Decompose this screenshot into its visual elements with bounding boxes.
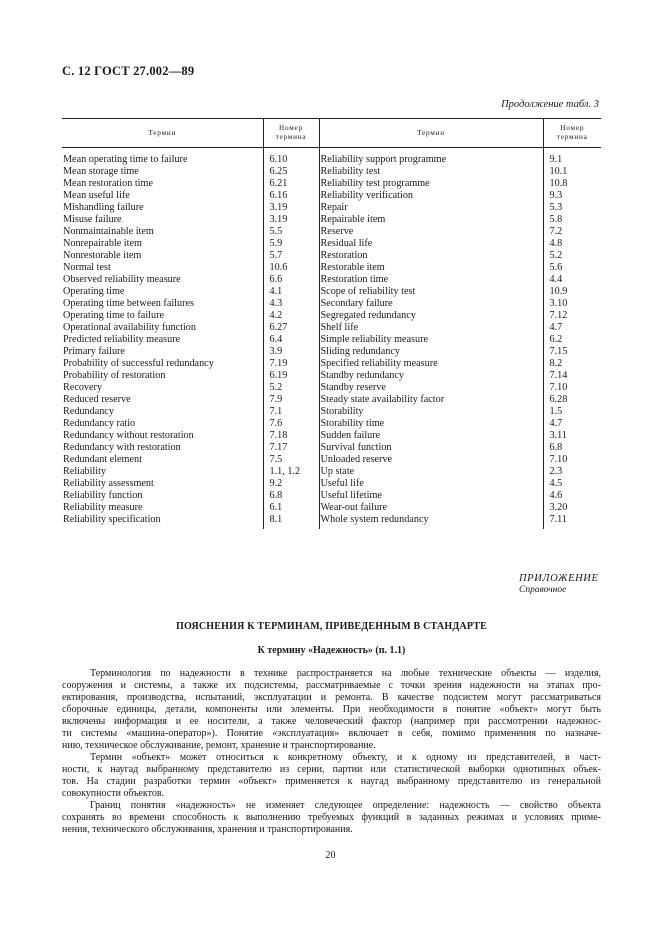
table-row [62, 214, 601, 226]
term-cell: Segregated redundancy [319, 310, 543, 322]
term-cell: Nonmaintainable item [63, 226, 154, 237]
term-cell: Misuse failure [63, 214, 122, 225]
body-text [62, 668, 601, 836]
paragraph-line: ектирования, производства, испытаний, эксплуатации и ремонта. В качестве подсистем могут рассматриваться [62, 692, 601, 703]
table-row [62, 430, 601, 442]
number-cell: 6.28 [543, 394, 601, 406]
table-body [62, 148, 601, 530]
table-row [62, 514, 601, 529]
table-row [62, 238, 601, 250]
number-cell: 7.1 [263, 406, 319, 418]
term-cell: Nonrestorable item [63, 250, 142, 261]
section-subheading: К термину «Надежность» (п. 1.1) [257, 645, 406, 656]
table-row [62, 358, 601, 370]
term-cell: Specified reliability measure [319, 358, 543, 370]
column-number-line1: Номер [560, 124, 585, 132]
number-cell: 4.8 [543, 238, 601, 250]
terms-table [62, 118, 601, 529]
term-cell: Reliability [63, 466, 107, 477]
number-cell: 9.3 [543, 190, 601, 202]
term-cell: Redundancy [63, 406, 114, 417]
term-cell: Repairable item [319, 214, 543, 226]
term-cell: Wear-out failure [319, 502, 543, 514]
number-cell: 6.6 [263, 274, 319, 286]
number-cell: 7.11 [543, 514, 601, 529]
number-cell: 7.14 [543, 370, 601, 382]
term-cell: Operating time between failures [63, 298, 194, 309]
term-cell: Redundancy ratio [63, 418, 136, 429]
number-cell: 1.1, 1.2 [263, 466, 319, 478]
term-cell: Observed reliability measure [63, 274, 181, 285]
table-row [62, 502, 601, 514]
number-cell: 7.9 [263, 394, 319, 406]
number-cell: 7.10 [543, 382, 601, 394]
paragraph-line: Границ понятия «надежность» не изменяет следующее определение: надежность — свойство объекта [90, 800, 601, 811]
term-cell: Whole system redundancy [319, 514, 543, 529]
term-cell: Scope of reliability test [319, 286, 543, 298]
number-cell: 3.11 [543, 430, 601, 442]
number-cell: 5.3 [543, 202, 601, 214]
number-cell: 4.4 [543, 274, 601, 286]
number-cell: 6.2 [543, 334, 601, 346]
number-cell: 3.19 [263, 202, 319, 214]
term-cell: Restorable item [319, 262, 543, 274]
term-cell: Steady state availability factor [319, 394, 543, 406]
table-row [62, 454, 601, 466]
term-cell: Secondary failure [319, 298, 543, 310]
term-cell: Useful life [319, 478, 543, 490]
number-cell: 7.15 [543, 346, 601, 358]
section-heading: ПОЯСНЕНИЯ К ТЕРМИНАМ, ПРИВЕДЕННЫМ В СТАНДАРТЕ [176, 621, 487, 632]
term-cell: Mishandling failure [63, 202, 144, 213]
table-row [62, 148, 601, 167]
term-cell: Reliability function [63, 490, 143, 501]
table-row [62, 490, 601, 502]
table-continuation-label: Продолжение табл. 3 [501, 99, 599, 110]
number-cell: 1.5 [543, 406, 601, 418]
column-number-line2: термина [556, 133, 588, 141]
paragraph-line: сохранять во времени способность к выполнению требуемых функций в заданных режимах и условиях приме- [62, 812, 601, 823]
number-cell: 6.8 [263, 490, 319, 502]
paragraph-line: Термин «объект» может относиться к конкретному объекту, и к одному из представителей, в част- [90, 752, 601, 763]
table-row [62, 202, 601, 214]
table-row [62, 274, 601, 286]
table-row [62, 322, 601, 334]
term-cell: Standby redundancy [319, 370, 543, 382]
column-number-right [543, 119, 601, 148]
term-cell: Reliability test programme [319, 178, 543, 190]
term-cell: Probability of successful redundancy [63, 358, 214, 369]
term-cell: Reduced reserve [63, 394, 131, 405]
paragraph [62, 800, 601, 836]
number-cell: 5.7 [263, 250, 319, 262]
term-cell: Up state [319, 466, 543, 478]
paragraph-line: ти системы «машина-оператор»). Понятие «эксплуатация» включает в себя, помимо применения по назначе- [62, 728, 601, 739]
term-cell: Reliability measure [63, 502, 143, 513]
number-cell: 8.1 [263, 514, 319, 529]
page-number: 20 [325, 850, 336, 861]
number-cell: 5.9 [263, 238, 319, 250]
table-row [62, 442, 601, 454]
term-cell: Operating time [63, 286, 125, 297]
term-cell: Reliability support programme [319, 148, 543, 167]
table-header-row [62, 119, 601, 148]
term-cell: Sudden failure [319, 430, 543, 442]
table-row [62, 394, 601, 406]
column-number-line2: термина [275, 133, 307, 141]
term-cell: Recovery [63, 382, 103, 393]
number-cell: 5.2 [543, 250, 601, 262]
number-cell: 7.19 [263, 358, 319, 370]
table-row [62, 298, 601, 310]
paragraph-line: включены информация и ее носители, а также человеческий фактор (например при рассмотрении надежнос- [62, 716, 601, 727]
number-cell: 2.3 [543, 466, 601, 478]
term-cell: Reserve [319, 226, 543, 238]
paragraph [62, 668, 601, 752]
number-cell: 5.5 [263, 226, 319, 238]
number-cell: 9.1 [543, 148, 601, 167]
term-cell: Normal test [63, 262, 111, 273]
number-cell: 6.10 [263, 148, 319, 167]
number-cell: 7.2 [543, 226, 601, 238]
table-row [62, 178, 601, 190]
number-cell: 9.2 [263, 478, 319, 490]
term-cell: Storability [319, 406, 543, 418]
paragraph-line: сооружения и системы, а также их подсистемы, рассматриваемые с точки зрения надежности на этапах про- [62, 680, 601, 691]
appendix-subtitle: Справочное [519, 585, 567, 595]
term-cell: Restoration [319, 250, 543, 262]
term-cell: Redundancy with restoration [63, 442, 181, 453]
term-cell: Redundancy without restoration [63, 430, 194, 441]
number-cell: 3.10 [543, 298, 601, 310]
term-cell: Simple reliability measure [319, 334, 543, 346]
number-cell: 3.20 [543, 502, 601, 514]
paragraph-line: Терминология по надежности в технике распространяется на любые технические объекты — изделия, [90, 668, 601, 679]
number-cell: 4.3 [263, 298, 319, 310]
column-number-left [263, 119, 319, 148]
term-cell: Operating time to failure [63, 310, 164, 321]
table-row [62, 334, 601, 346]
table-row [62, 286, 601, 298]
number-cell: 10.1 [543, 166, 601, 178]
number-cell: 7.6 [263, 418, 319, 430]
paragraph-line: ности, к наугад выбранному представителю из серии, партии или статистической выборки однотипных объек- [62, 764, 601, 775]
term-cell: Mean operating time to failure [63, 154, 188, 165]
number-cell: 3.19 [263, 214, 319, 226]
table-row [62, 226, 601, 238]
column-number-line1: Номер [279, 124, 303, 132]
number-cell: 10.8 [543, 178, 601, 190]
number-cell: 6.8 [543, 442, 601, 454]
term-cell: Mean storage time [63, 166, 139, 177]
column-term-left: Термин [62, 119, 263, 148]
term-cell: Unloaded reserve [319, 454, 543, 466]
table-row [62, 370, 601, 382]
paragraph-line: тов. На стадии разработки термин «объект» применяется к наугад выбранному представителю из генеральной [62, 776, 601, 787]
term-cell: Reliability verification [319, 190, 543, 202]
number-cell: 6.19 [263, 370, 319, 382]
term-cell: Redundant element [63, 454, 142, 465]
term-cell: Reliability assessment [63, 478, 154, 489]
number-cell: 3.9 [263, 346, 319, 358]
appendix-label [519, 573, 599, 595]
number-cell: 7.17 [263, 442, 319, 454]
number-cell: 4.1 [263, 286, 319, 298]
term-cell: Repair [319, 202, 543, 214]
term-cell: Sliding redundancy [319, 346, 543, 358]
term-cell: Operational availability function [63, 322, 196, 333]
number-cell: 10.6 [263, 262, 319, 274]
term-cell: Residual life [319, 238, 543, 250]
number-cell: 7.5 [263, 454, 319, 466]
number-cell: 6.4 [263, 334, 319, 346]
number-cell: 6.27 [263, 322, 319, 334]
term-cell: Standby reserve [319, 382, 543, 394]
term-cell: Mean useful life [63, 190, 130, 201]
term-cell: Predicted reliability measure [63, 334, 181, 345]
page-header: С. 12 ГОСТ 27.002—89 [62, 64, 195, 78]
table-row [62, 478, 601, 490]
number-cell: 4.6 [543, 490, 601, 502]
appendix-title: ПРИЛОЖЕНИЕ [519, 573, 599, 584]
term-cell: Storability time [319, 418, 543, 430]
table-row [62, 250, 601, 262]
number-cell: 6.16 [263, 190, 319, 202]
number-cell: 8.2 [543, 358, 601, 370]
term-cell: Useful lifetime [319, 490, 543, 502]
table-row [62, 418, 601, 430]
paragraph-line: сборочные единицы, детали, компоненты или элементы. При необходимости в понятие «объект» могут быть [62, 704, 601, 715]
term-cell: Reliability test [319, 166, 543, 178]
table-row [62, 406, 601, 418]
term-cell: Shelf life [319, 322, 543, 334]
number-cell: 4.5 [543, 478, 601, 490]
number-cell: 5.8 [543, 214, 601, 226]
number-cell: 10.9 [543, 286, 601, 298]
term-cell: Mean restoration time [63, 178, 153, 189]
table-row [62, 310, 601, 322]
number-cell: 6.25 [263, 166, 319, 178]
number-cell: 5.2 [263, 382, 319, 394]
term-cell: Reliability specification [63, 514, 161, 525]
number-cell: 4.7 [543, 322, 601, 334]
term-cell: Nonrepairable item [63, 238, 142, 249]
table-row [62, 166, 601, 178]
paragraph-line: совокупности объектов. [62, 788, 165, 799]
table-row [62, 466, 601, 478]
term-cell: Survival function [319, 442, 543, 454]
term-cell: Restoration time [319, 274, 543, 286]
number-cell: 6.1 [263, 502, 319, 514]
term-cell: Probability of restoration [63, 370, 166, 381]
number-cell: 7.10 [543, 454, 601, 466]
table-row [62, 346, 601, 358]
paragraph-line: нию, техническое обслуживание, ремонт, хранение и транспортирование. [62, 740, 376, 751]
number-cell: 4.7 [543, 418, 601, 430]
number-cell: 5.6 [543, 262, 601, 274]
paragraph [62, 752, 601, 800]
number-cell: 7.18 [263, 430, 319, 442]
column-term-right: Термин [319, 119, 543, 148]
term-cell: Primary failure [63, 346, 125, 357]
number-cell: 4.2 [263, 310, 319, 322]
paragraph-line: нения, технического обслуживания, хранения и транспортирования. [62, 824, 353, 835]
table-row [62, 190, 601, 202]
table-row [62, 262, 601, 274]
table-row [62, 382, 601, 394]
number-cell: 7.12 [543, 310, 601, 322]
number-cell: 6.21 [263, 178, 319, 190]
